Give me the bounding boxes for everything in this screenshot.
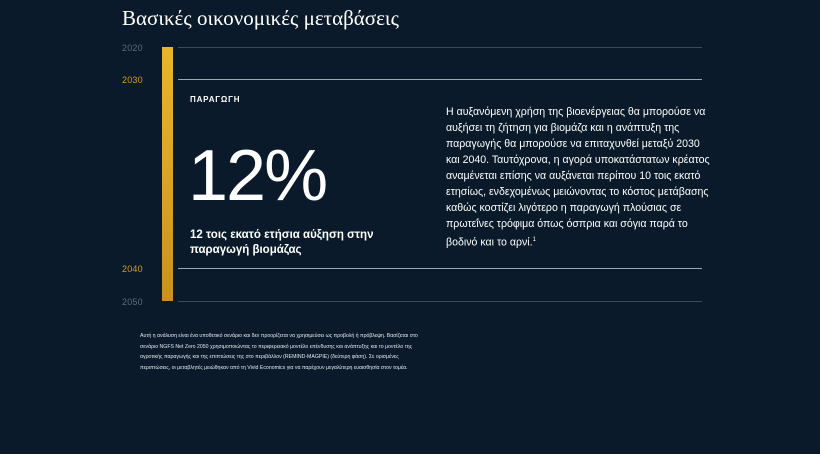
year-2040-label: 2040 bbox=[122, 264, 143, 274]
description-text bbox=[446, 104, 714, 251]
timeline-line-2030 bbox=[178, 79, 702, 80]
category-label: ΠΑΡΑΓΩΓΗ bbox=[190, 95, 241, 104]
footnote-marker[interactable]: 1 bbox=[532, 237, 536, 243]
year-2020-label: 2020 bbox=[122, 43, 143, 53]
stat-value: 12% bbox=[188, 136, 327, 216]
timeline-line-2040 bbox=[178, 268, 702, 269]
disclaimer-footnote: Αυτή η ανάλυση είναι ένα υποθετικό σενάριο και δεν προορίζεται να χρησιμεύσει ως προβολή ή πρόβλεψη. Βασίζεται στο σενάριο NGFS Net Zero 2050 χρησιμοποιώντας το περιφερειακό μοντέλο επένδυσης και ανάπτυξης και το μοντέλο της αγροτικής παραγωγής και της επιπτώσεις της στο περιβάλλον (REMIND-MAGPIE) (δεύτερη φάση). Σε ορισμένες περιπτώσεις, οι μεταβλητές μειώθηκαν από τη Vivid Economics για να παρέχουν μεγαλύτερη ευαισθησία στον τομέα. bbox=[140, 333, 418, 371]
timeline-line-2020 bbox=[178, 47, 702, 48]
stat-caption: 12 τοις εκατό ετήσια αύξηση στην παραγωγή βιομάζας bbox=[190, 229, 374, 256]
page-title: Βασικές οικονομικές μεταβάσεις bbox=[122, 6, 399, 30]
description-body: Η αυξανόμενη χρήση της βιοενέργειας θα μπορούσε να αυξήσει τη ζήτηση για βιομάζα και η ανάπτυξη της παραγωγής θα μπορούσε να επιταχυνθεί μεταξύ 2030 και 2040. Ταυτόχρονα, η αγορά υποκατάστατων κρέατος αναμένεται επίσης να αυξάνεται περίπου 10 τοις εκατό ετησίως, ενδεχομένως μειώνοντας το κόστος μετάβασης καθώς κοστίζει λιγότερο η παραγωγή πλούσιας σε πρωτεΐνες τρόφιμα όπως όσπρια και σόγια παρά το βοδινό και το αρνί. bbox=[446, 106, 710, 249]
year-2030-label: 2030 bbox=[122, 75, 143, 85]
year-2050-label: 2050 bbox=[122, 297, 143, 307]
timeline-accent-bar bbox=[162, 47, 173, 301]
timeline-line-2050 bbox=[178, 301, 702, 302]
